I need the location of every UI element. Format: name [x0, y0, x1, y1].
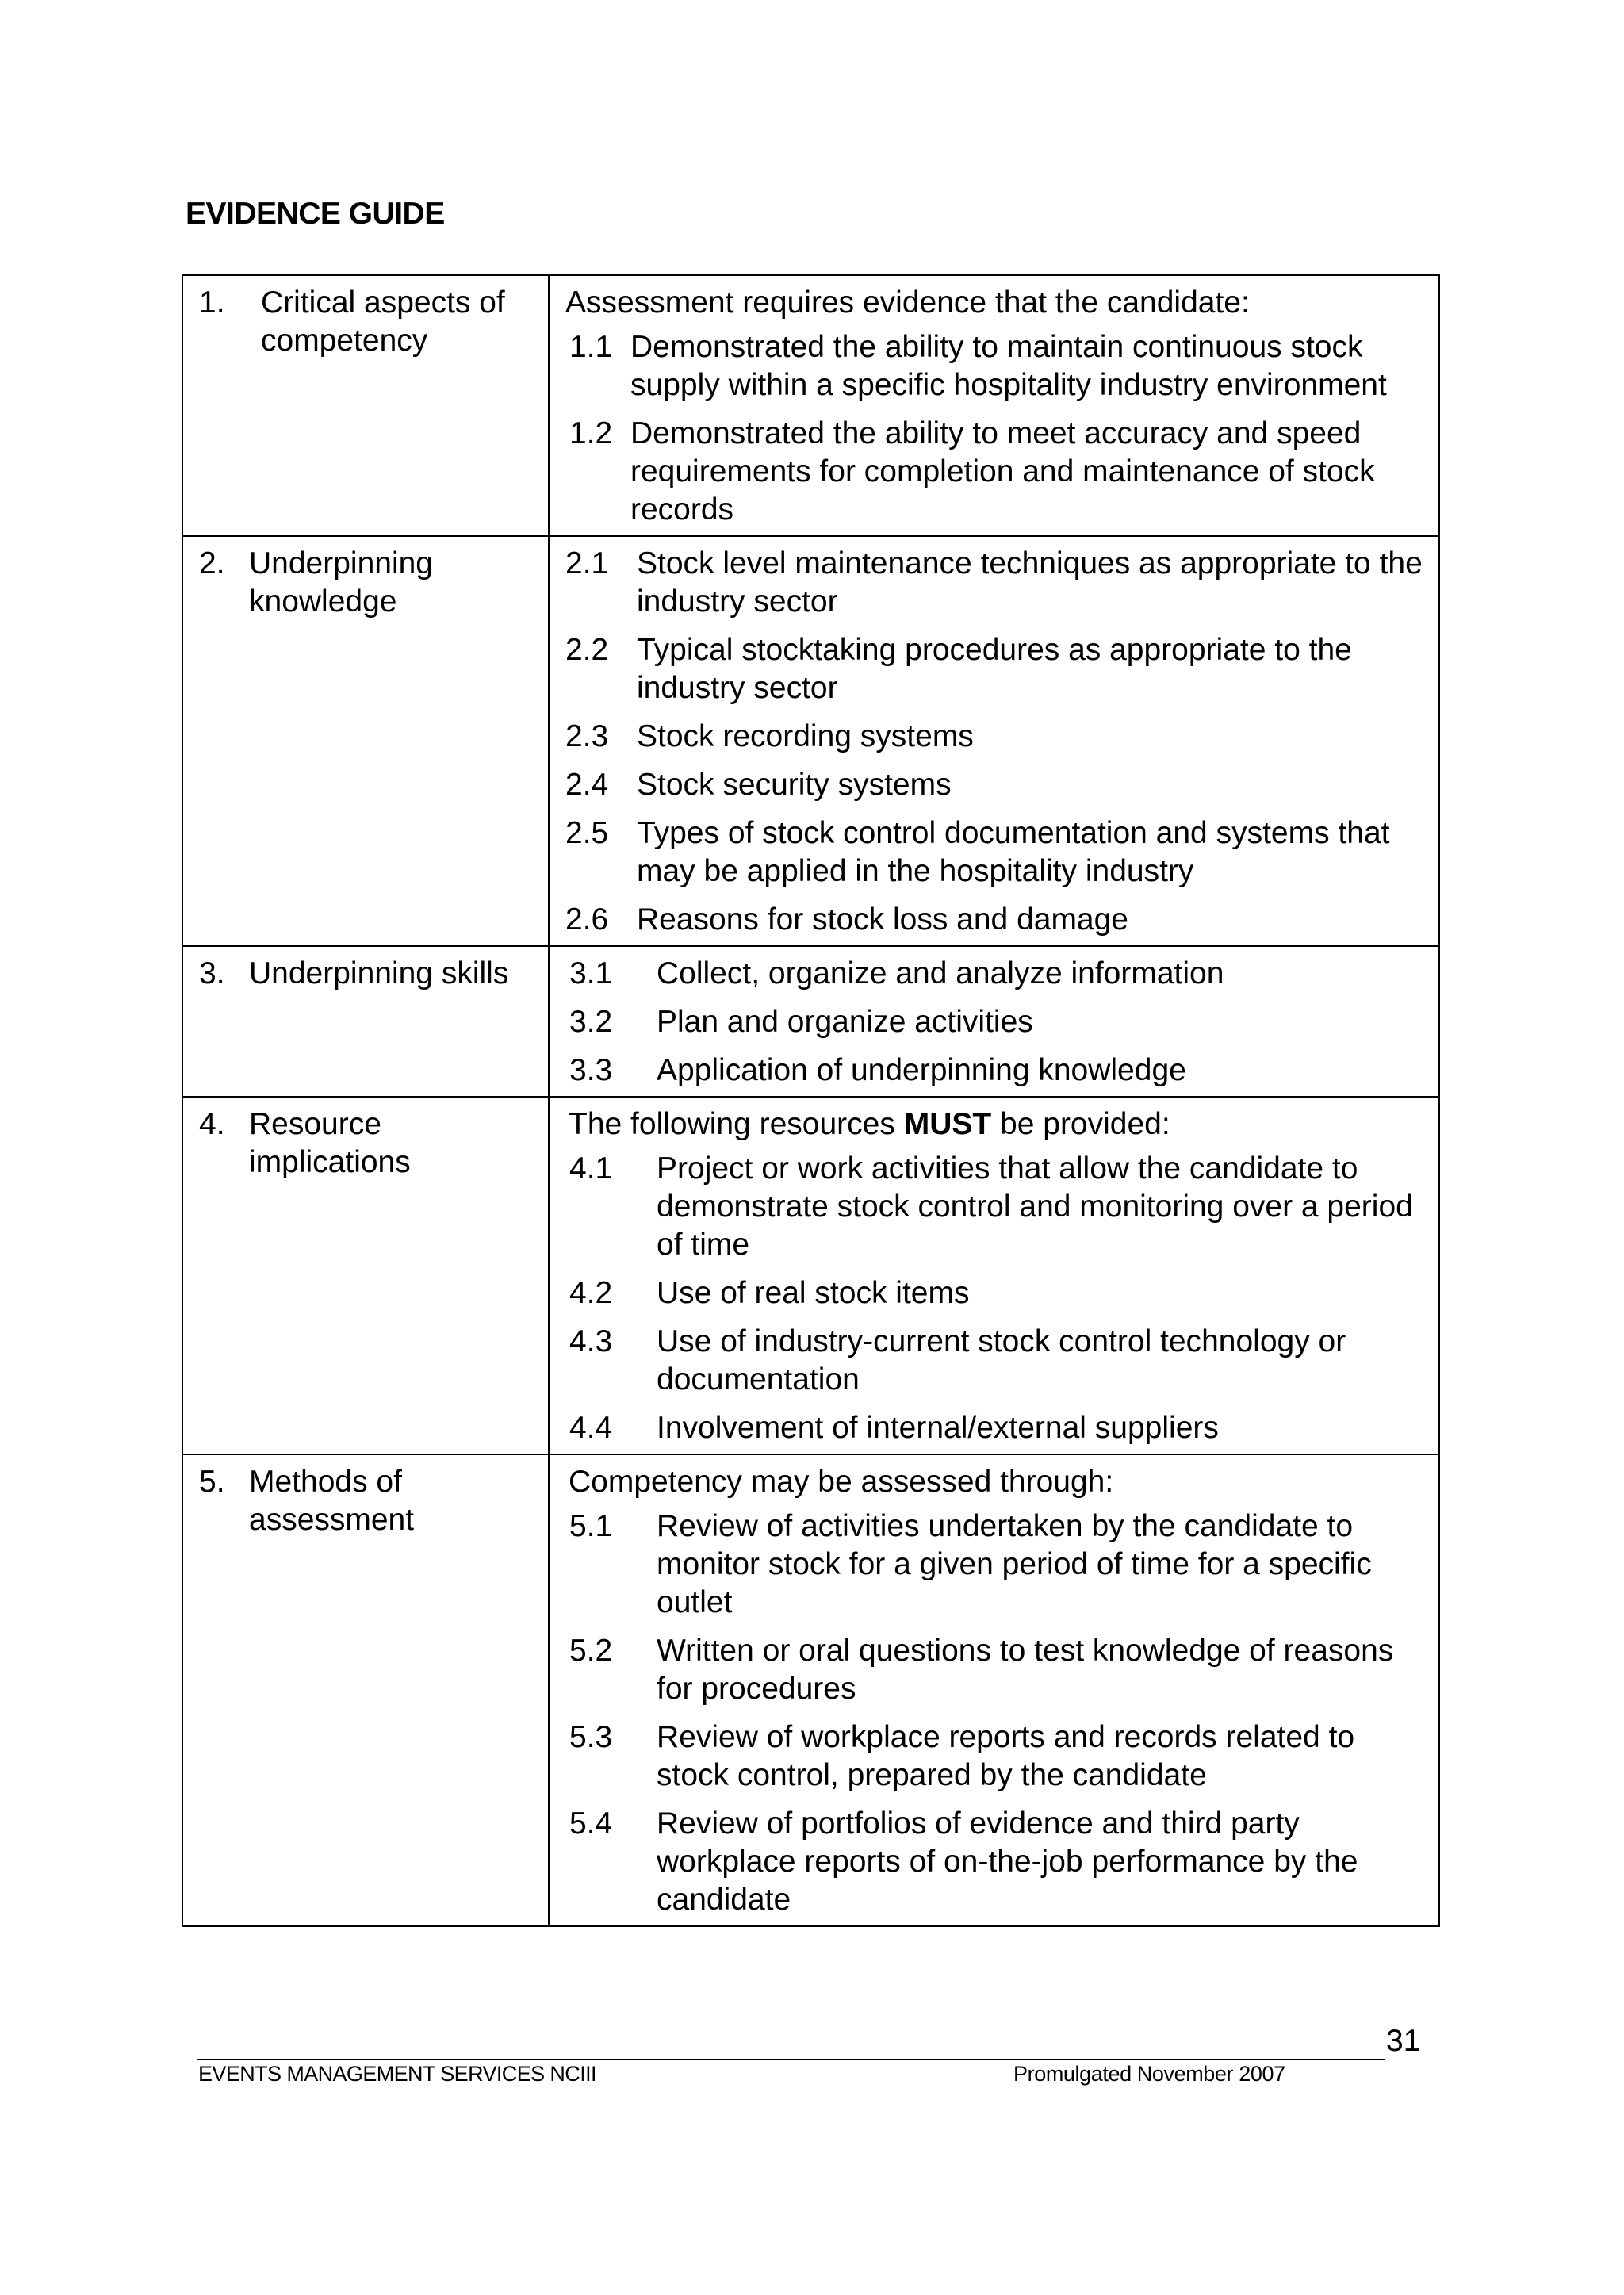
item-text: Collect, organize and analyze information — [657, 956, 1224, 990]
item-text: Review of portfolios of evidence and third party workplace reports of on-the-job performance by the candidate — [657, 1806, 1358, 1917]
row-label-cell — [182, 275, 549, 536]
item-text: Application of underpinning knowledge — [657, 1053, 1186, 1087]
table-row — [182, 1454, 1439, 1926]
row-content-cell — [549, 275, 1439, 536]
row-label-cell — [182, 946, 549, 1097]
row-number: 1. — [199, 285, 225, 320]
item-number: 4.2 — [569, 1276, 613, 1310]
row-label: Methods of assessment — [249, 1465, 415, 1537]
item-text: Demonstrated the ability to maintain continuous stock supply within a specific hospitality industry environment — [630, 330, 1387, 402]
row-content-cell — [549, 536, 1439, 946]
item-number: 5.1 — [569, 1509, 613, 1543]
item-number: 5.4 — [569, 1806, 613, 1841]
row-label: Critical aspects of competency — [261, 285, 505, 358]
evidence-guide-table — [182, 274, 1440, 1927]
item-number: 3.3 — [569, 1053, 613, 1087]
item-number: 2.1 — [565, 546, 609, 580]
item-text: Written or oral questions to test knowledge of reasons for procedures — [657, 1634, 1394, 1706]
item-text: Demonstrated the ability to meet accuracy and speed requirements for completion and maintenance of stock records — [630, 416, 1375, 527]
list-item — [565, 766, 1423, 804]
list-item — [565, 1150, 1423, 1264]
list-item — [565, 814, 1423, 891]
list-item — [565, 415, 1423, 529]
list-item — [565, 1508, 1423, 1622]
table-row — [182, 946, 1439, 1097]
item-number: 4.1 — [569, 1151, 613, 1186]
item-number: 1.2 — [569, 416, 613, 450]
item-number: 2.6 — [565, 902, 609, 937]
row-intro: Assessment requires evidence that the candidate: — [565, 285, 1250, 320]
table-row — [182, 275, 1439, 536]
row-content-cell — [549, 1454, 1439, 1926]
item-number: 2.4 — [565, 768, 609, 802]
item-number: 1.1 — [569, 330, 613, 364]
item-number: 4.4 — [569, 1411, 613, 1445]
intro-emphasis: MUST — [903, 1107, 992, 1141]
item-text: Review of activities undertaken by the candidate to monitor stock for a given period of time for a specific outlet — [657, 1509, 1372, 1619]
list-item — [565, 545, 1423, 621]
footer-divider — [197, 2059, 1385, 2060]
row-label-cell — [182, 536, 549, 946]
table-row — [182, 1097, 1439, 1454]
row-label-cell — [182, 1454, 549, 1926]
row-content-cell — [549, 1097, 1439, 1454]
row-number: 5. — [199, 1465, 225, 1499]
list-item — [565, 328, 1423, 404]
item-number: 3.2 — [569, 1005, 613, 1039]
row-label-cell — [182, 1097, 549, 1454]
item-text: Reasons for stock loss and damage — [637, 902, 1129, 937]
list-item — [565, 1323, 1423, 1399]
list-item — [565, 631, 1423, 707]
item-text: Project or work activities that allow the candidate to demonstrate stock control and monitoring over a period of time — [657, 1151, 1413, 1262]
item-number: 5.2 — [569, 1634, 613, 1668]
item-number: 4.3 — [569, 1324, 613, 1358]
list-item — [565, 1003, 1423, 1041]
item-text: Stock recording systems — [637, 719, 974, 753]
item-text: Use of industry-current stock control technology or documentation — [657, 1324, 1346, 1397]
item-number: 2.5 — [565, 816, 609, 850]
intro-text: be provided: — [991, 1107, 1170, 1141]
page-number: 31 — [1386, 2024, 1421, 2058]
intro-text: The following resources — [569, 1107, 904, 1141]
row-number: 3. — [199, 956, 225, 990]
list-item — [565, 1274, 1423, 1312]
item-number: 3.1 — [569, 956, 613, 990]
row-number: 4. — [199, 1107, 225, 1141]
item-text: Plan and organize activities — [657, 1005, 1033, 1039]
page-heading: EVIDENCE GUIDE — [186, 197, 445, 231]
list-item — [565, 901, 1423, 939]
row-label: Underpinning skills — [249, 956, 509, 990]
item-text: Types of stock control documentation and systems that may be applied in the hospitality industry — [637, 816, 1390, 888]
list-item — [565, 1718, 1423, 1795]
list-item — [565, 718, 1423, 756]
item-text: Typical stocktaking procedures as appropriate to the industry sector — [637, 633, 1352, 705]
list-item — [565, 1052, 1423, 1090]
list-item — [565, 1409, 1423, 1447]
row-label: Underpinning knowledge — [249, 546, 434, 619]
item-number: 5.3 — [569, 1720, 613, 1754]
item-text: Stock level maintenance techniques as appropriate to the industry sector — [637, 546, 1423, 619]
footer-title: EVENTS MANAGEMENT SERVICES NCIII — [198, 2062, 596, 2086]
table-row — [182, 536, 1439, 946]
footer-date: Promulgated November 2007 — [1013, 2062, 1285, 2086]
item-number: 2.2 — [565, 633, 609, 667]
item-text: Review of workplace reports and records related to stock control, prepared by the candidate — [657, 1720, 1355, 1792]
item-text: Stock security systems — [637, 768, 952, 802]
row-intro — [565, 1105, 1423, 1144]
item-number: 2.3 — [565, 719, 609, 753]
list-item — [565, 1632, 1423, 1708]
item-text: Use of real stock items — [657, 1276, 970, 1310]
row-content-cell — [549, 946, 1439, 1097]
row-number: 2. — [199, 546, 225, 580]
row-intro: Competency may be assessed through: — [569, 1465, 1114, 1499]
list-item — [565, 1805, 1423, 1919]
list-item — [565, 955, 1423, 993]
item-text: Involvement of internal/external suppliers — [657, 1411, 1219, 1445]
row-label: Resource implications — [249, 1107, 411, 1179]
